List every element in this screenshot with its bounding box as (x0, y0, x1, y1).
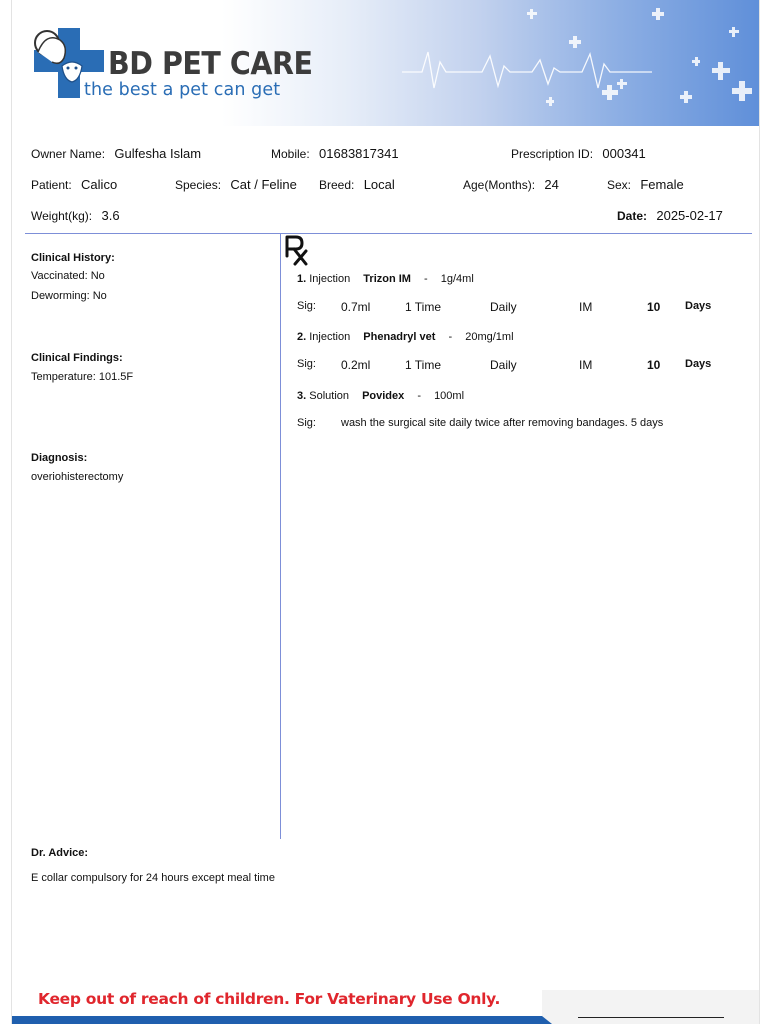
sig-route: IM (579, 300, 593, 314)
medicine-strength: 100ml (434, 390, 465, 402)
age-label: Age(Months): (463, 178, 536, 192)
medicine-strength: 20mg/1ml (465, 331, 514, 343)
weight-value: 3.6 (101, 208, 120, 223)
owner-name-label: Owner Name: (31, 147, 106, 161)
sig-instruction: wash the surgical site daily twice after removing bandages. 5 days (341, 417, 664, 429)
clinical-history-title: Clinical History: (31, 252, 115, 264)
medicine-number: 2. (297, 331, 307, 343)
medicine-sig (297, 300, 727, 316)
medicine-dash: - (417, 390, 421, 402)
rx-symbol-icon (284, 234, 314, 266)
sex-label: Sex: (607, 178, 632, 192)
owner-name-value: Gulfesha Islam (114, 146, 202, 161)
breed-value: Local (363, 177, 395, 192)
breed-label: Breed: (319, 178, 355, 192)
footer-band (12, 1016, 552, 1024)
date-label: Date: (617, 209, 648, 223)
sig-duration: 10 (647, 300, 661, 314)
medicine-dash: - (424, 273, 428, 285)
owner-name-field (31, 146, 201, 161)
age-field (463, 177, 559, 192)
medical-cross-icon (527, 8, 752, 106)
advice-text: E collar compulsory for 24 hours except meal time (31, 872, 275, 884)
sex-value: Female (640, 177, 684, 192)
sig-schedule: Daily (490, 300, 517, 314)
sex-field (607, 177, 684, 192)
medicine-item (297, 331, 514, 343)
brand-tagline: the best a pet can get (84, 80, 281, 100)
header-divider (25, 233, 752, 234)
sig-label: Sig: (297, 417, 316, 429)
clinical-history-line: Deworming: No (31, 290, 107, 302)
medicine-name: Trizon IM (363, 273, 411, 285)
sig-label: Sig: (297, 358, 316, 370)
sig-schedule: Daily (490, 358, 517, 372)
prescription-id-field (511, 146, 646, 161)
patient-label: Patient: (31, 178, 72, 192)
clinical-history-line: Vaccinated: No (31, 270, 105, 282)
medicine-number: 1. (297, 273, 307, 285)
medicine-item (297, 273, 474, 285)
clinical-findings-line: Temperature: 101.5F (31, 371, 134, 383)
column-divider (280, 233, 281, 839)
species-field (175, 177, 297, 192)
footer-panel (542, 990, 760, 1024)
patient-field (31, 177, 117, 192)
mobile-field (271, 146, 399, 161)
sig-dose: 0.2ml (341, 358, 371, 372)
medicine-name: Phenadryl vet (363, 331, 436, 343)
diagnosis-title: Diagnosis: (31, 452, 88, 464)
sig-duration: 10 (647, 358, 661, 372)
species-label: Species: (175, 178, 222, 192)
sig-route: IM (579, 358, 593, 372)
header-banner (12, 0, 760, 126)
weight-label: Weight(kg): (31, 209, 93, 223)
sig-label: Sig: (297, 300, 316, 312)
medicine-form: Injection (309, 273, 351, 285)
breed-field (319, 177, 395, 192)
age-value: 24 (544, 177, 559, 192)
sig-frequency: 1 Time (405, 358, 442, 372)
patient-value: Calico (81, 177, 118, 192)
clinical-findings-title: Clinical Findings: (31, 352, 123, 364)
medicine-name: Povidex (362, 390, 405, 402)
date-value: 2025-02-17 (656, 208, 723, 223)
sig-dose: 0.7ml (341, 300, 371, 314)
medicine-form: Solution (309, 390, 350, 402)
footer-warning: Keep out of reach of children. For Vaterinary Use Only. (38, 990, 501, 1008)
prescription-page (11, 0, 760, 1024)
weight-field (31, 208, 120, 223)
date-field (617, 208, 723, 223)
advice-title: Dr. Advice: (31, 847, 89, 859)
medicine-item (297, 390, 464, 402)
mobile-value: 01683817341 (319, 146, 399, 161)
sig-duration-unit: Days (685, 300, 712, 312)
medicine-strength: 1g/4ml (440, 273, 474, 285)
diagnosis-line: overiohisterectomy (31, 471, 124, 483)
medicine-sig (297, 417, 727, 433)
medicine-dash: - (448, 331, 453, 343)
brand-name: BD PET CARE (108, 46, 313, 82)
mobile-label: Mobile: (271, 147, 310, 161)
sig-frequency: 1 Time (405, 300, 442, 314)
medicine-number: 3. (297, 390, 307, 402)
medicine-form: Injection (309, 331, 351, 343)
medicine-sig (297, 358, 727, 374)
sig-duration-unit: Days (685, 358, 712, 370)
prescription-id-value: 000341 (602, 146, 646, 161)
signature-line (578, 1017, 724, 1018)
species-value: Cat / Feline (230, 177, 297, 192)
prescription-id-label: Prescription ID: (511, 147, 594, 161)
